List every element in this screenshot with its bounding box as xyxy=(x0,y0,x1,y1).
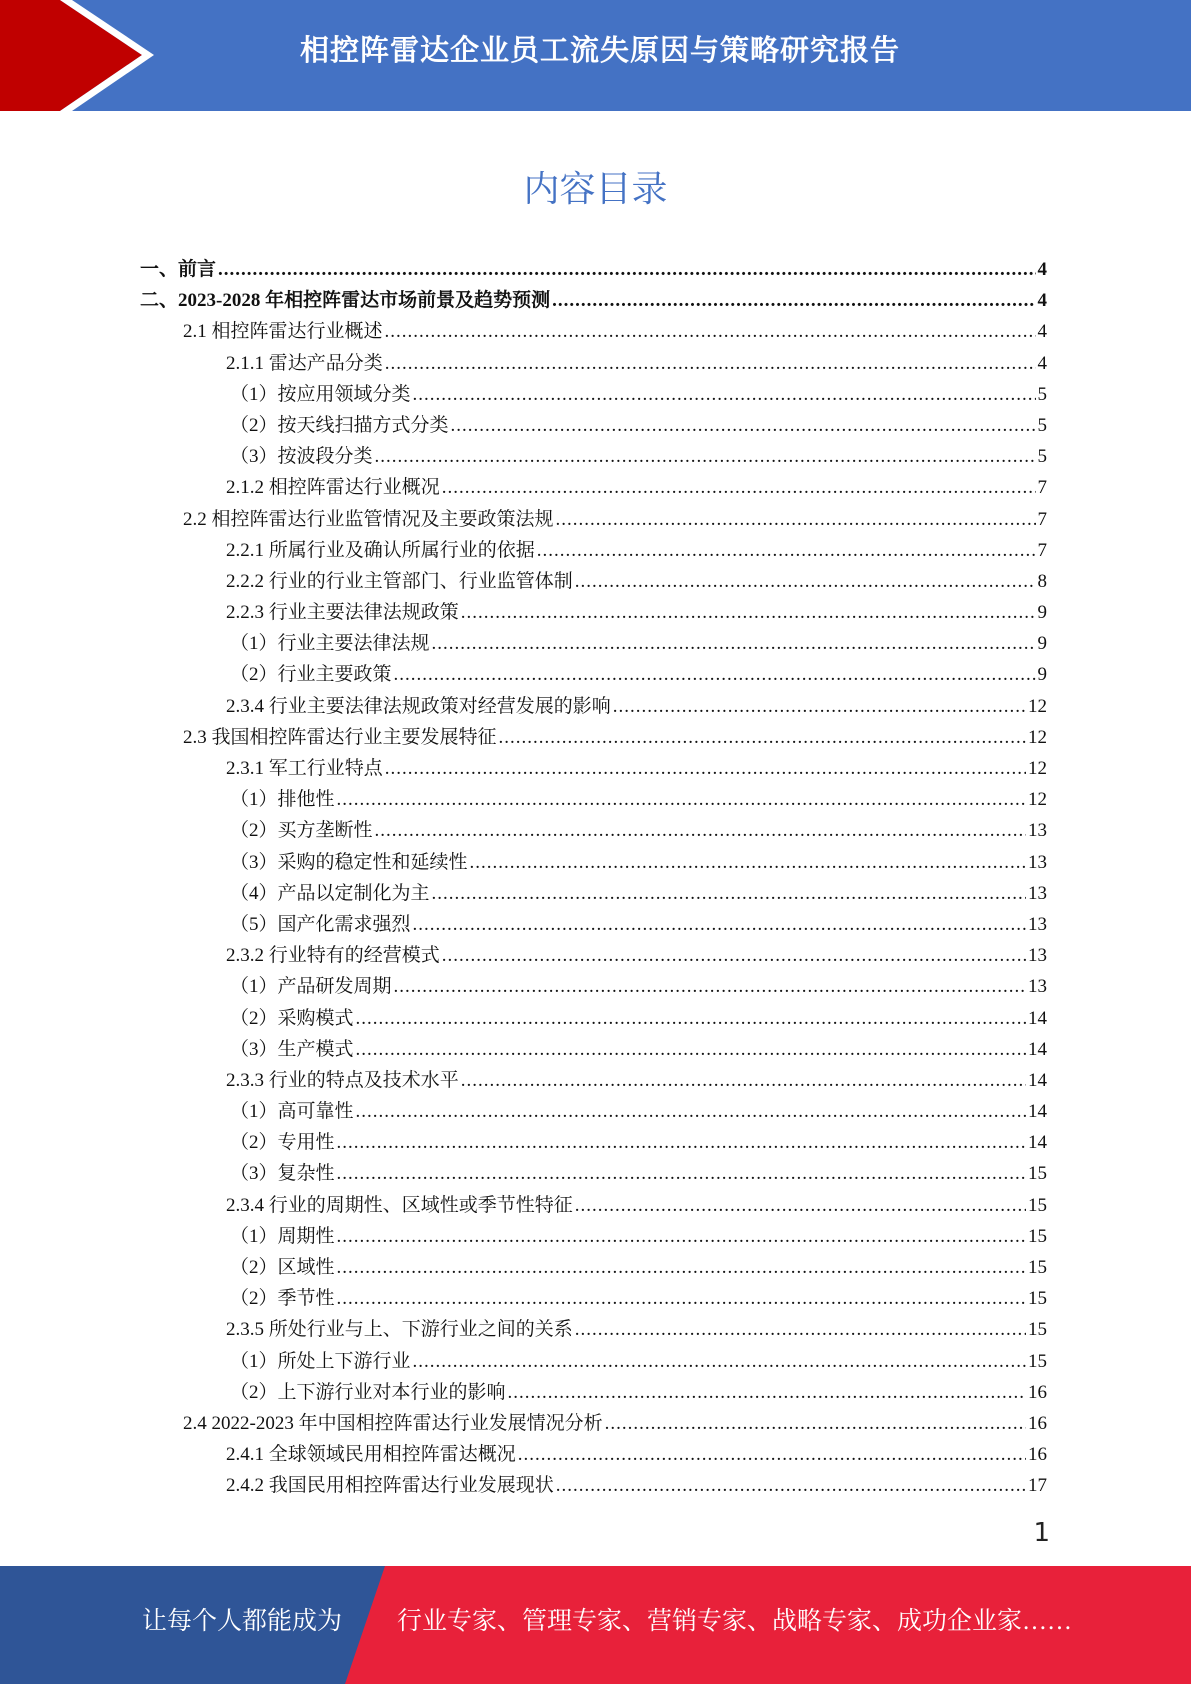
toc-entry-page: 15 xyxy=(1028,1163,1047,1185)
toc-entry-page: 13 xyxy=(1028,945,1047,967)
toc-entry-page: 7 xyxy=(1037,508,1047,530)
toc-entry-text: 2.2.2 行业的行业主管部门、行业监管体制 xyxy=(226,570,573,592)
toc-entry-page: 15 xyxy=(1028,1350,1047,1372)
toc-entry-page: 15 xyxy=(1028,1319,1047,1341)
toc-entry-page: 4 xyxy=(1037,290,1047,312)
toc-entry-page: 4 xyxy=(1037,321,1047,343)
toc-dot-leader xyxy=(442,940,1026,971)
toc-entry[interactable] xyxy=(140,410,1047,441)
toc-dot-leader xyxy=(385,316,1036,347)
toc-entry-text: （4）产品以定制化为主 xyxy=(230,882,430,904)
toc-dot-leader xyxy=(613,691,1026,722)
toc-entry[interactable] xyxy=(140,691,1047,722)
toc-entry-text: 2.3.1 军工行业特点 xyxy=(226,758,383,779)
toc-entry[interactable] xyxy=(140,1470,1047,1501)
toc-entry-text: （2）按天线扫描方式分类 xyxy=(230,414,449,436)
toc-entry-text: 2.1.1 雷达产品分类 xyxy=(226,352,383,374)
toc-entry-text: 2.1.2 相控阵雷达行业概况 xyxy=(226,477,440,499)
toc-entry-page: 13 xyxy=(1028,882,1047,904)
toc-entry-page: 5 xyxy=(1037,414,1047,436)
page-footer-banner xyxy=(0,1566,1191,1684)
toc-dot-leader xyxy=(375,441,1036,472)
report-title: 相控阵雷达企业员工流失原因与策略研究报告 xyxy=(299,33,900,67)
toc-entry[interactable] xyxy=(140,472,1047,503)
toc-entry-text: （5）国产化需求强烈 xyxy=(230,913,411,935)
toc-entry-text: （3）生产模式 xyxy=(230,1038,354,1060)
toc-dot-leader xyxy=(499,722,1026,753)
toc-entry-page: 15 xyxy=(1028,1288,1047,1310)
toc-entry-page: 7 xyxy=(1037,539,1047,561)
toc-entry-page: 9 xyxy=(1037,633,1047,655)
toc-entry[interactable] xyxy=(140,784,1047,815)
toc-entry[interactable] xyxy=(140,379,1047,410)
toc-dot-leader xyxy=(337,784,1026,815)
toc-entry[interactable] xyxy=(140,909,1047,940)
toc-entry[interactable] xyxy=(140,1158,1047,1189)
toc-dot-leader xyxy=(461,597,1036,628)
toc-entry-text: 2.3.4 行业主要法律法规政策对经营发展的影响 xyxy=(226,695,611,717)
toc-entry[interactable] xyxy=(140,1314,1047,1345)
toc-entry-page: 13 xyxy=(1028,913,1047,935)
toc-dot-leader xyxy=(337,1127,1026,1158)
toc-entry-page: 17 xyxy=(1028,1475,1047,1497)
toc-entry[interactable] xyxy=(140,1096,1047,1127)
toc-dot-leader xyxy=(451,410,1036,441)
toc-dot-leader xyxy=(385,753,1026,784)
toc-entry-text: 2.2 相控阵雷达行业监管情况及主要政策法规 xyxy=(183,508,554,530)
toc-entry-text: 2.4 2022-2023 年中国相控阵雷达行业发展情况分析 xyxy=(183,1412,603,1434)
toc-entry[interactable] xyxy=(140,285,1047,316)
toc-dot-leader xyxy=(356,1096,1026,1127)
toc-entry-text: （1）产品研发周期 xyxy=(230,976,392,998)
toc-entry-page: 12 xyxy=(1028,695,1047,717)
toc-entry-text: 一、前言 xyxy=(140,259,217,280)
table-of-contents xyxy=(140,254,1047,1502)
toc-entry-page: 5 xyxy=(1037,446,1047,468)
toc-entry[interactable] xyxy=(140,535,1047,566)
toc-entry-page: 14 xyxy=(1028,1132,1047,1154)
toc-dot-leader xyxy=(605,1408,1026,1439)
toc-entry-page: 9 xyxy=(1037,664,1047,686)
toc-dot-leader xyxy=(461,1065,1026,1096)
toc-entry-text: 2.3 我国相控阵雷达行业主要发展特征 xyxy=(183,726,497,748)
toc-entry[interactable] xyxy=(140,1190,1047,1221)
toc-entry-text: （1）周期性 xyxy=(230,1225,335,1247)
toc-entry-page: 4 xyxy=(1037,259,1047,280)
toc-entry[interactable] xyxy=(140,441,1047,472)
footer-slogan-left: 让每个人都能成为 xyxy=(142,1608,343,1635)
toc-entry-text: 2.3.4 行业的周期性、区域性或季节性特征 xyxy=(226,1194,573,1216)
toc-entry[interactable] xyxy=(140,659,1047,690)
toc-entry-text: 2.4.2 我国民用相控阵雷达行业发展现状 xyxy=(226,1475,554,1497)
toc-entry-text: 二、2023-2028 年相控阵雷达市场前景及趋势预测 xyxy=(140,290,551,312)
toc-entry-page: 16 xyxy=(1028,1412,1047,1434)
toc-entry-text: （2）买方垄断性 xyxy=(230,820,373,842)
page-header-banner xyxy=(0,0,1191,111)
toc-dot-leader xyxy=(337,1283,1026,1314)
toc-entry-text: （1）按应用领域分类 xyxy=(230,383,411,405)
toc-entry-text: 2.3.3 行业的特点及技术水平 xyxy=(226,1069,459,1091)
toc-heading: 内容目录 xyxy=(523,169,668,210)
toc-entry-page: 15 xyxy=(1028,1225,1047,1247)
toc-entry[interactable] xyxy=(140,1034,1047,1065)
toc-dot-leader xyxy=(432,628,1036,659)
toc-entry-text: （2）区域性 xyxy=(230,1257,335,1278)
toc-entry[interactable] xyxy=(140,1252,1047,1283)
toc-entry-text: 2.1 相控阵雷达行业概述 xyxy=(183,321,383,343)
toc-entry[interactable] xyxy=(140,254,1047,285)
toc-dot-leader xyxy=(518,1439,1026,1470)
toc-entry[interactable] xyxy=(140,940,1047,971)
toc-entry[interactable] xyxy=(140,1408,1047,1439)
toc-entry[interactable] xyxy=(140,1439,1047,1470)
toc-entry-text: 2.3.5 所处行业与上、下游行业之间的关系 xyxy=(226,1319,573,1341)
toc-dot-leader xyxy=(508,1377,1026,1408)
toc-dot-leader xyxy=(375,815,1026,846)
toc-entry-page: 14 xyxy=(1028,1038,1047,1060)
toc-dot-leader xyxy=(556,1470,1026,1501)
toc-entry[interactable] xyxy=(140,753,1047,784)
toc-entry-text: （1）所处上下游行业 xyxy=(230,1350,411,1372)
toc-entry[interactable] xyxy=(140,1003,1047,1034)
toc-entry-page: 13 xyxy=(1028,851,1047,873)
toc-entry-text: （3）采购的稳定性和延续性 xyxy=(230,851,468,873)
toc-entry-page: 8 xyxy=(1037,570,1047,592)
toc-dot-leader xyxy=(537,535,1036,566)
footer-slogan-right: 行业专家、管理专家、营销专家、战略专家、成功企业家…… xyxy=(397,1608,1073,1635)
toc-entry-text: （2）季节性 xyxy=(230,1288,335,1310)
toc-dot-leader xyxy=(432,878,1026,909)
toc-entry-text: 2.2.1 所属行业及确认所属行业的依据 xyxy=(226,539,535,561)
toc-entry-page: 15 xyxy=(1028,1257,1047,1278)
toc-entry-page: 14 xyxy=(1028,1007,1047,1029)
toc-entry-text: （1）行业主要法律法规 xyxy=(230,633,430,655)
toc-dot-leader xyxy=(575,1190,1026,1221)
toc-dot-leader xyxy=(413,1346,1026,1377)
toc-entry[interactable] xyxy=(140,971,1047,1002)
toc-dot-leader xyxy=(413,379,1036,410)
toc-dot-leader xyxy=(552,285,1035,316)
toc-entry-text: 2.2.3 行业主要法律法规政策 xyxy=(226,602,459,624)
toc-entry-page: 16 xyxy=(1028,1444,1047,1466)
toc-entry-page: 13 xyxy=(1028,820,1047,842)
page-number: 1 xyxy=(1033,1518,1050,1548)
toc-dot-leader xyxy=(575,1314,1026,1345)
toc-entry-text: （2）专用性 xyxy=(230,1132,335,1154)
toc-dot-leader xyxy=(575,566,1036,597)
toc-dot-leader xyxy=(356,1034,1026,1065)
toc-dot-leader xyxy=(413,909,1026,940)
toc-entry[interactable] xyxy=(140,348,1047,379)
toc-entry[interactable] xyxy=(140,1127,1047,1158)
toc-entry[interactable] xyxy=(140,1065,1047,1096)
toc-entry-text: （1）高可靠性 xyxy=(230,1101,354,1123)
toc-entry-page: 7 xyxy=(1037,477,1047,499)
toc-entry[interactable] xyxy=(140,815,1047,846)
toc-entry-page: 12 xyxy=(1028,789,1047,811)
toc-entry-text: （1）排他性 xyxy=(230,789,335,811)
toc-dot-leader xyxy=(356,1003,1026,1034)
toc-entry[interactable] xyxy=(140,566,1047,597)
toc-dot-leader xyxy=(337,1252,1026,1283)
toc-entry-page: 14 xyxy=(1028,1101,1047,1123)
toc-entry-text: （2）上下游行业对本行业的影响 xyxy=(230,1381,506,1403)
toc-dot-leader xyxy=(385,348,1036,379)
toc-dot-leader xyxy=(442,472,1036,503)
toc-entry-page: 12 xyxy=(1028,758,1047,779)
toc-dot-leader xyxy=(394,971,1026,1002)
toc-entry-text: （3）按波段分类 xyxy=(230,446,373,468)
toc-entry[interactable] xyxy=(140,847,1047,878)
toc-dot-leader xyxy=(470,847,1026,878)
toc-dot-leader xyxy=(337,1221,1026,1252)
toc-entry-page: 5 xyxy=(1037,383,1047,405)
toc-entry-page: 13 xyxy=(1028,976,1047,998)
toc-entry[interactable] xyxy=(140,722,1047,753)
toc-entry[interactable] xyxy=(140,878,1047,909)
toc-entry[interactable] xyxy=(140,1377,1047,1408)
toc-entry[interactable] xyxy=(140,597,1047,628)
toc-dot-leader xyxy=(556,504,1036,535)
toc-entry-text: （3）复杂性 xyxy=(230,1163,335,1185)
toc-dot-leader xyxy=(218,254,1035,285)
toc-entry-text: （2）采购模式 xyxy=(230,1007,354,1029)
toc-entry[interactable] xyxy=(140,504,1047,535)
toc-dot-leader xyxy=(337,1158,1026,1189)
toc-entry-text: （2）行业主要政策 xyxy=(230,664,392,686)
toc-entry-page: 9 xyxy=(1037,602,1047,624)
toc-entry-page: 15 xyxy=(1028,1194,1047,1216)
toc-entry[interactable] xyxy=(140,1346,1047,1377)
toc-entry-page: 14 xyxy=(1028,1069,1047,1091)
toc-entry[interactable] xyxy=(140,628,1047,659)
toc-entry-page: 4 xyxy=(1037,352,1047,374)
toc-entry-text: 2.3.2 行业特有的经营模式 xyxy=(226,945,440,967)
toc-entry[interactable] xyxy=(140,1221,1047,1252)
toc-entry[interactable] xyxy=(140,316,1047,347)
toc-entry-page: 16 xyxy=(1028,1381,1047,1403)
toc-entry-text: 2.4.1 全球领域民用相控阵雷达概况 xyxy=(226,1444,516,1466)
toc-entry-page: 12 xyxy=(1028,726,1047,748)
toc-dot-leader xyxy=(394,659,1036,690)
toc-entry[interactable] xyxy=(140,1283,1047,1314)
